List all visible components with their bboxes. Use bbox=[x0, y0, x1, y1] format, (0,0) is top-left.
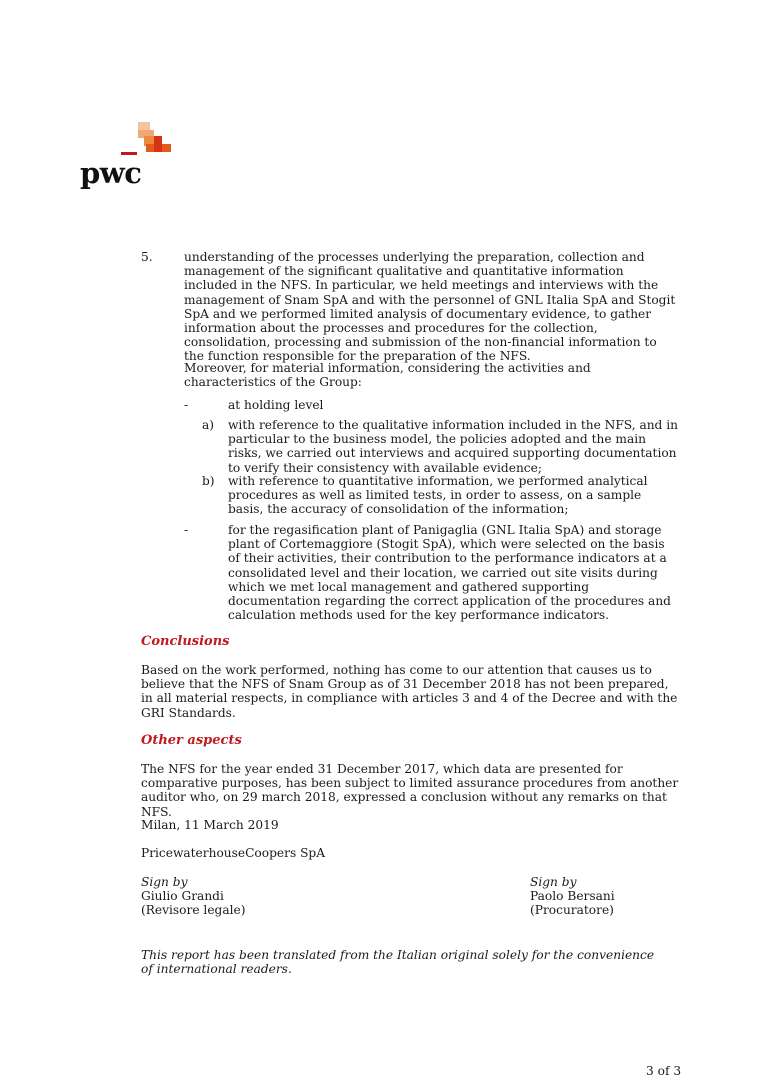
signature-block-left bbox=[141, 875, 245, 918]
sign-by-label: Sign by bbox=[530, 875, 577, 889]
pwc-logo bbox=[80, 122, 175, 194]
bullet-dash: - bbox=[184, 523, 189, 537]
pwc-logo-text: pwc bbox=[80, 156, 142, 190]
sub-item-text: with reference to the qualitative information included in the NFS, and in particular to the business model, the policies adopted and the main risks, we carried out interviews and acquired supporting documentation to verify their consistency with available evidence; bbox=[228, 418, 678, 475]
firm-name: PricewaterhouseCoopers SpA bbox=[141, 846, 326, 860]
bullet-dash: - bbox=[184, 398, 189, 412]
other-aspects-heading: Other aspects bbox=[141, 733, 242, 748]
translation-note: This report has been translated from the Italian original solely for the convenience of international readers. bbox=[141, 948, 655, 977]
signatory-role: (Revisore legale) bbox=[141, 903, 246, 918]
signatory-role: (Procuratore) bbox=[530, 903, 614, 918]
signatory-name: Giulio Grandi bbox=[141, 889, 224, 904]
conclusions-paragraph: Based on the work performed, nothing has come to our attention that causes us to believe that the NFS of Snam Group as of 31 December 2018 has not been prepared, in all material respects, in compliance with articles 3 and 4 of the Decree and with the GRI Standards. bbox=[141, 663, 678, 720]
conclusions-heading: Conclusions bbox=[141, 634, 230, 649]
sub-item-marker: a) bbox=[202, 418, 215, 432]
procedure-paragraph: understanding of the processes underlying the preparation, collection and management of the significant qualitative and quantitative information included in the NFS. In particular, we held meetings and interviews with the management of Snam SpA and with the personnel of GNL Italia SpA and Stogit SpA and we performed limited analysis of documentary evidence, to gather information about the processes and procedures for the collection, consolidation, processing and submission of the non-financial information to the function responsible for the preparation of the NFS. bbox=[184, 250, 676, 364]
signatory-name: Paolo Bersani bbox=[530, 889, 615, 904]
sub-item-marker: b) bbox=[202, 474, 215, 488]
signature-block-right bbox=[530, 875, 615, 918]
other-aspects-paragraph: The NFS for the year ended 31 December 2017, which data are presented for comparative purposes, has been subject to limited assurance procedures from another auditor who, on 29 march 2018, expressed a conclusion without any remarks on that NFS. bbox=[141, 762, 679, 819]
plants-paragraph: for the regasification plant of Panigaglia (GNL Italia SpA) and storage plant of Cortemaggiore (Stogit SpA), which were selected on the basis of their activities, their contribution to the performance indicators at a consolidated level and their location, we carried out site visits during which we met local management and gathered supporting documentation regarding the correct application of the procedures and calculation methods used for the key performance indicators. bbox=[228, 523, 671, 623]
sign-by-label: Sign by bbox=[141, 875, 188, 889]
list-number: 5. bbox=[141, 250, 153, 264]
sub-item-text: with reference to quantitative information, we performed analytical procedures as well as limited tests, in order to assess, on a sample basis, the accuracy of consolidation of the information; bbox=[228, 474, 648, 517]
page-number: 3 of 3 bbox=[646, 1064, 682, 1078]
place-date: Milan, 11 March 2019 bbox=[141, 818, 279, 832]
holding-level-label: at holding level bbox=[228, 398, 324, 412]
moreover-paragraph: Moreover, for material information, considering the activities and characteristics of the Group: bbox=[184, 361, 591, 390]
